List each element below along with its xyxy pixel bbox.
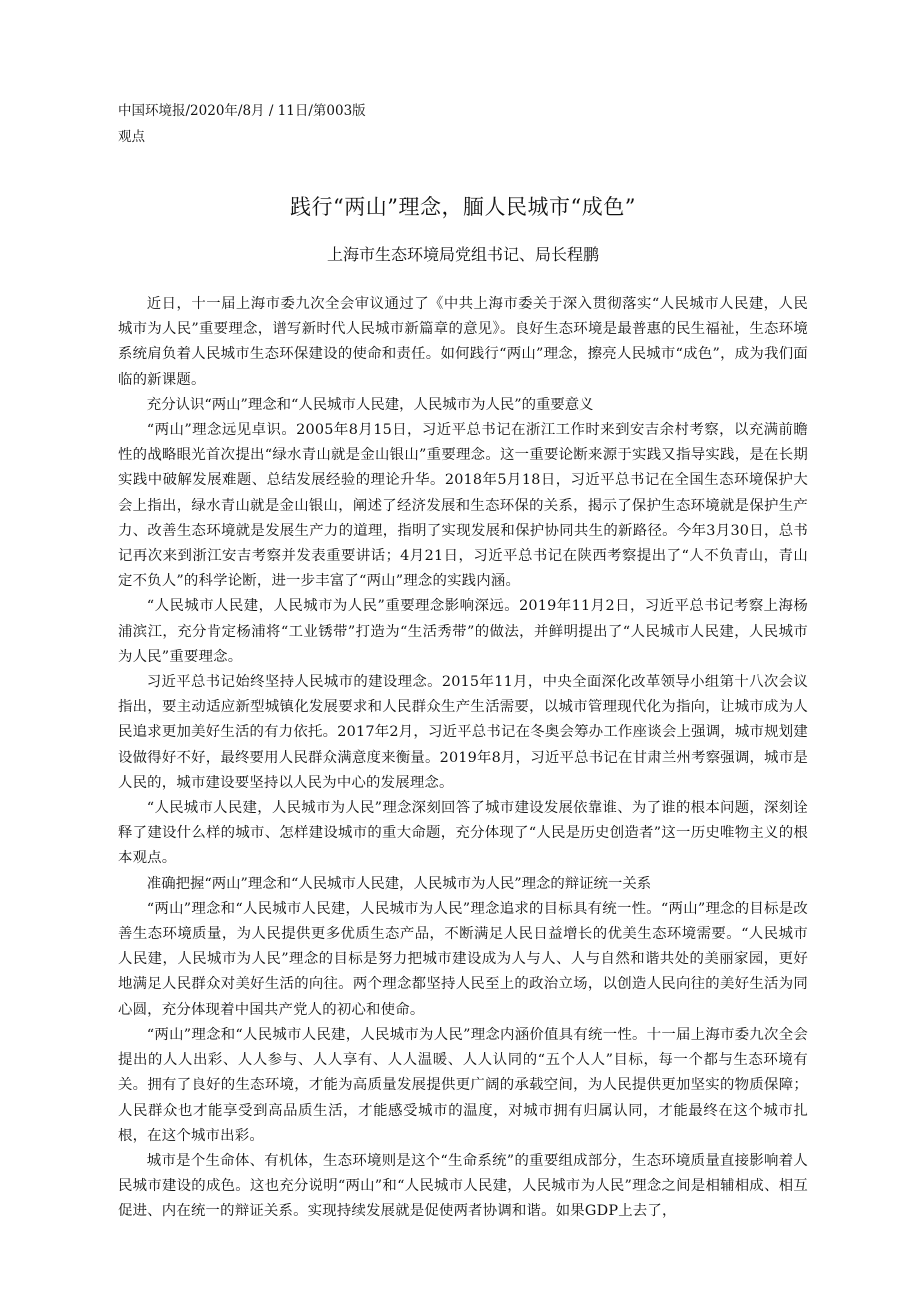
paragraph: “人民城市人民建，人民城市为人民”重要理念影响深远。2019年11月2日，习近平总书记考察上海杨浦滨江，充分肯定杨浦将“工业锈带”打造为“生活秀带”的做法，并鲜明提出了“人民城市人民建，人民城市为人民”重要理念。 [118,598,808,665]
article-body [118,292,808,1225]
paragraph: 习近平总书记始终坚持人民城市的建设理念。2015年11月，中央全面深化改革领导小组第十八次会议指出，要主动适应新型城镇化发展要求和人民群众生产生活需要，以城市管理现代化为指向，让城市成为人民追求更加美好生活的有力依托。2017年2月，习近平总书记在冬奥会筹办工作座谈会上强调，城市规划建设做得好不好，最终要用人民群众满意度来衡量。2019年8月，习近平总书记在甘肃兰州考察强调，城市是人民的，城市建设要坚持以人民为中心的发展理念。 [118,674,808,791]
section-label: 观点 [118,129,145,145]
paragraph: “两山”理念和“人民城市人民建，人民城市为人民”理念内涵价值具有统一性。十一届上海市委九次全会提出的人人出彩、人人参与、人人享有、人人温暖、人人认同的“五个人人”目标，每一个都与生态环境有关。拥有了良好的生态环境，才能为高质量发展提供更广阔的承载空间，为人民提供更加坚实的物质保障；人民群众也才能享受到高品质生活，才能感受城市的温度，对城市拥有归属认同，才能最终在这个城市扎根，在这个城市出彩。 [118,1026,808,1144]
paragraph: 城市是个生命体、有机体，生态环境则是这个“生命系统”的重要组成部分，生态环境质量直接影响着人民城市建设的成色。这也充分说明“两山”和“人民城市人民建，人民城市为人民”理念之间是相辅相成、相互促进、内在统一的辩证关系。实现持续发展就是促使两者协调和谐。如果GDP上去了， [118,1152,808,1220]
section-heading-dialectical-unity: 准确把握“两山”理念和“人民城市人民建，人民城市为人民”理念的辩证统一关系 [146,875,652,892]
article-page [118,98,808,1225]
paragraph: “人民城市人民建，人民城市为人民”理念深刻回答了城市建设发展依靠谁、为了谁的根本问题，深刻诠释了建设什么样的城市、怎样建设城市的重大命题，充分体现了“人民是历史创造者”这一历史唯物主义的根本观点。 [118,800,808,867]
source-line: 中国环境报/2020年/8月 / 11日/第003版 [118,103,366,119]
paragraph-intro: 近日，十一届上海市委九次全会审议通过了《中共上海市委关于深入贯彻落实“人民城市人民建，人民城市为人民”重要理念，谱写新时代人民城市新篇章的意见》。良好生态环境是最普惠的民生福祉，生态环境系统肩负着人民城市生态环保建设的使命和责任。如何践行“两山”理念，擦亮人民城市“成色”，成为我们面临的新课题。 [118,296,808,388]
article-title: 践行“两山”理念，腼人民城市“成色” [290,195,636,219]
section-heading-significance: 充分认识“两山”理念和“人民城市人民建，人民城市为人民”的重要意义 [146,396,594,413]
paragraph: “两山”理念和“人民城市人民建，人民城市为人民”理念追求的目标具有统一性。“两山”理念的目标是改善生态环境质量，为人民提供更多优质生态产品，不断满足人民日益增长的优美生态环境需要。“人民城市人民建，人民城市为人民”理念的目标是努力把城市建设成为人与人、人与自然和谐共处的美丽家园，更好地满足人民群众对美好生活的向往。两个理念都坚持人民至上的政治立场，以创造人民向往的美好生活为同心圆，充分体现着中国共产党人的初心和使命。 [118,900,808,1018]
paragraph: “两山”理念远见卓识。2005年8月15日，习近平总书记在浙江工作时来到安吉余村考察，以充满前瞻性的战略眼光首次提出“绿水青山就是金山银山”重要理念。这一重要论断来源于实践又指导实践，是在长期实践中破解发展难题、总结发展经验的理论升华。2018年5月18日，习近平总书记在全国生态环境保护大会上指出，绿水青山就是金山银山，阐述了经济发展和生态环保的关系，揭示了保护生态环境就是保护生产力、改善生态环境就是发展生产力的道理，指明了实现发展和保护协同共生的新路径。今年3月30日，总书记再次来到浙江安吉考察并发表重要讲话；4月21日，习近平总书记在陕西考察提出了“人不负青山，青山定不负人”的科学论断，进一步丰富了“两山”理念的实践内涵。 [118,422,808,590]
article-author: 上海市生态环境局党组书记、局长程鹏 [326,245,599,264]
